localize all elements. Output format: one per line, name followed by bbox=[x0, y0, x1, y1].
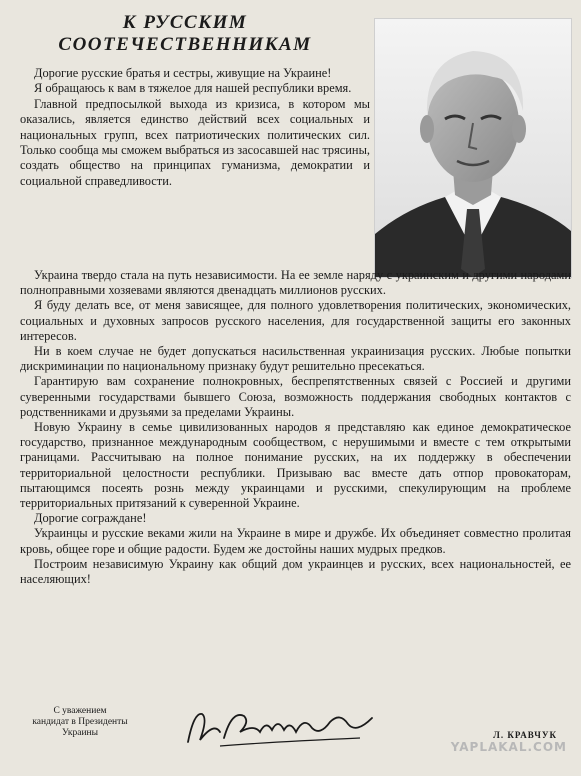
letter-body-wide bbox=[20, 268, 571, 587]
paragraph: Я обращаюсь к вам в тяжелое для нашей республики время. bbox=[34, 81, 352, 96]
letter-body-narrow bbox=[20, 66, 370, 189]
paragraph: Построим независимую Украину как общий дом украинцев и русских, всех национальностей, ее населяющих! bbox=[20, 556, 571, 587]
paragraph: Главной предпосылкой выхода из кризиса, в котором мы оказались, является единство действий всех социальных и национальных групп, всех патриотических политических сил. Только сообща мы сможем выбраться из засосавшей нас трясины, создать общество на принципах гуманизма, демократии и социальной справедливости. bbox=[20, 96, 370, 188]
portrait-illustration bbox=[375, 19, 571, 277]
paragraph: Новую Украину в семье цивилизованных народов я представляю как единое демократическое государство, признанное международным сообществом, с нерушимыми и вместе с тем открытыми границами. Рассчитываю на полное понимание русских, на их поддержку в обеспечении территориальной целостности республики. Призываю вас вместе дать отпор провокаторам, пытающимся посеять рознь между украинцами и русскими, спекулирующим на проблеме территориальных притязаний к суверенной Украине. bbox=[20, 420, 571, 511]
paragraph: Украина твердо стала на путь независимости. На ее земле наряду с украинским и другими народами полноправными хозяевами являются двенадцать миллионов русских. bbox=[20, 268, 571, 298]
closing-line-2: кандидат в Президенты bbox=[32, 717, 128, 727]
paragraph-address: Дорогие сограждане! bbox=[34, 511, 147, 526]
closing-line-1: С уважением bbox=[53, 706, 107, 716]
closing-block bbox=[20, 706, 140, 739]
paragraph: Ни в коем случае не будет допускаться насильственная украинизация русских. Любые попытки дискриминации по национальному признаку будут решительно пресекаться. bbox=[20, 344, 571, 374]
title-line-2: СООТЕЧЕСТВЕННИКАМ bbox=[58, 34, 312, 55]
paragraph: Гарантирую вам сохранение полнокровных, беспрепятственных связей с Россией и другими суверенными государствами бывшего Союза, возможность поддержания свободных контактов с родственниками и друзьями за пределами Украины. bbox=[20, 374, 571, 419]
handwritten-signature bbox=[180, 702, 390, 754]
paragraph: Украинцы и русские веками жили на Украине в мире и дружбе. Их объединяет совместно пролитая кровь, общее горе и общие радости. Будем же достойны наших мудрых предков. bbox=[20, 526, 571, 556]
paragraph-greeting: Дорогие русские братья и сестры, живущие на Украине! bbox=[34, 66, 332, 80]
signer-name: Л. КРАВЧУК bbox=[493, 730, 557, 740]
leaflet-title bbox=[20, 12, 350, 56]
paragraph: Я буду делать все, от меня зависящее, для полного удовлетворения политических, экономических, социальных и духовных запросов русского населения, для государственной защиты его законных интересов. bbox=[20, 298, 571, 343]
closing-line-3: Украины bbox=[61, 728, 99, 738]
portrait-photo bbox=[374, 18, 572, 278]
title-line-1: К РУССКИМ bbox=[122, 12, 248, 33]
site-watermark: YAPLAKAL.COM bbox=[450, 740, 567, 754]
